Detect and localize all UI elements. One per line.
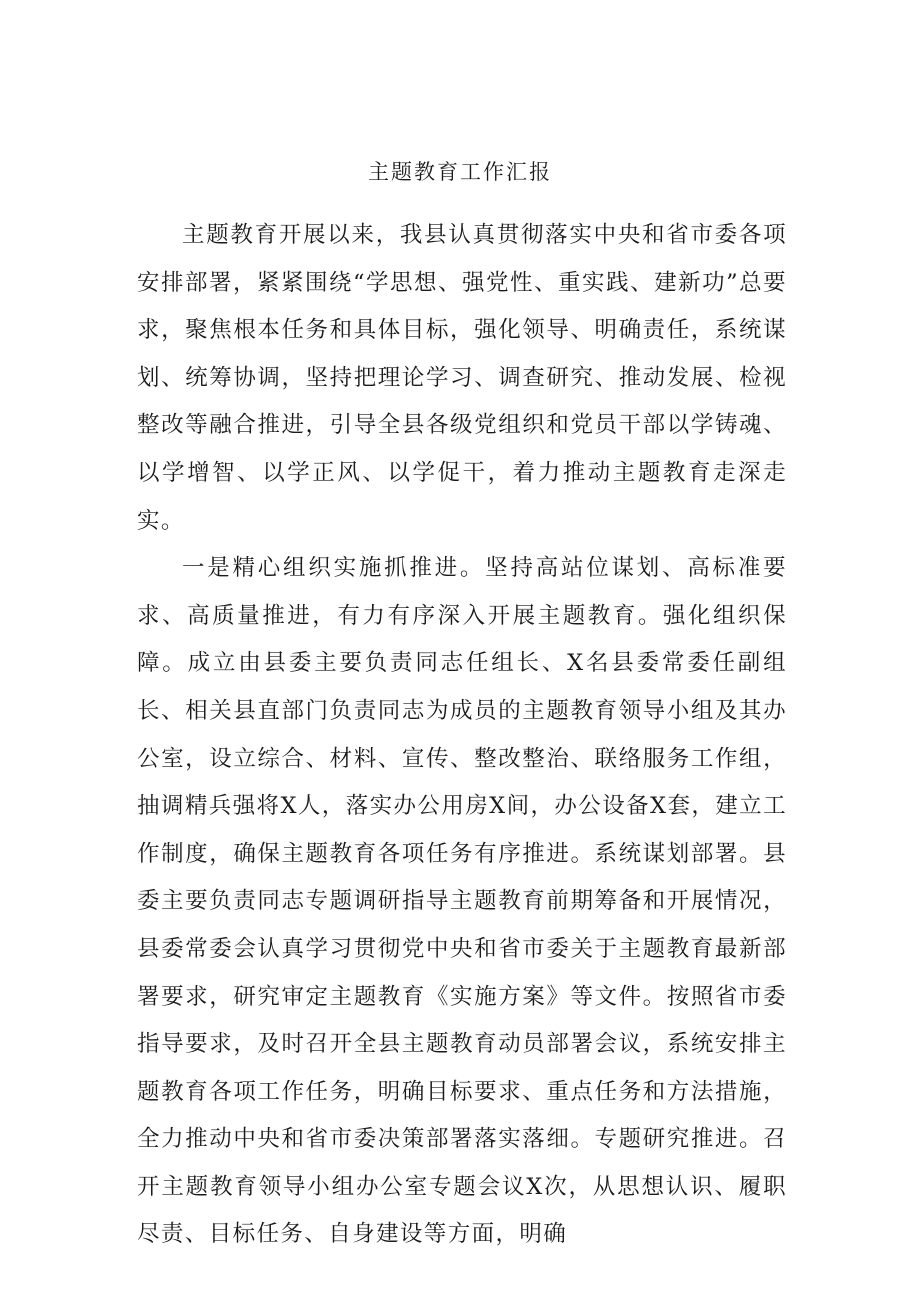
paragraph-section-one: 一是精心组织实施抓推进。坚持高站位谋划、高标准要求、高质量推进，有力有序深入开展主题教育。强化组织保障。成立由县委主要负责同志任组长、X名县委常委任副组长、相关县直部门负责同志为成员的主题教育领导小组及其办公室，设立综合、材料、宣传、整改整治、联络服务工作组，抽调精兵强将X人，落实办公用房X间，办公设备X套，建立工作制度，确保主题教育各项任务有序推进。系统谋划部署。县委主要负责同志专题调研指导主题教育前期筹备和开展情况，县委常委会认真学习贯彻党中央和省市委关于主题教育最新部署要求，研究审定主题教育《实施方案》等文件。按照省市委指导要求，及时召开全县主题教育动员部署会议，系统安排主题教育各项工作任务，明确目标要求、重点任务和方法措施，全力推动中央和省市委决策部署落实落细。专题研究推进。召开主题教育领导小组办公室专题会议X次，从思想认识、履职尽责、目标任务、自身建设等方面，明确 <box>137 555 787 1248</box>
document-title: 主题教育工作汇报 <box>368 160 552 184</box>
paragraph-intro: 主题教育开展以来，我县认真贯彻落实中央和省市委各项安排部署，紧紧围绕“学思想、强党性、重实践、建新功”总要求，聚焦根本任务和具体目标，强化领导、明确责任，系统谋划、统筹协调，坚持把理论学习、调查研究、推动发展、检视整改等融合推进，引导全县各级党组织和党员干部以学铸魂、以学增智、以学正风、以学促干，着力推动主题教育走深走实。 <box>137 222 787 534</box>
document-body <box>137 212 787 1259</box>
